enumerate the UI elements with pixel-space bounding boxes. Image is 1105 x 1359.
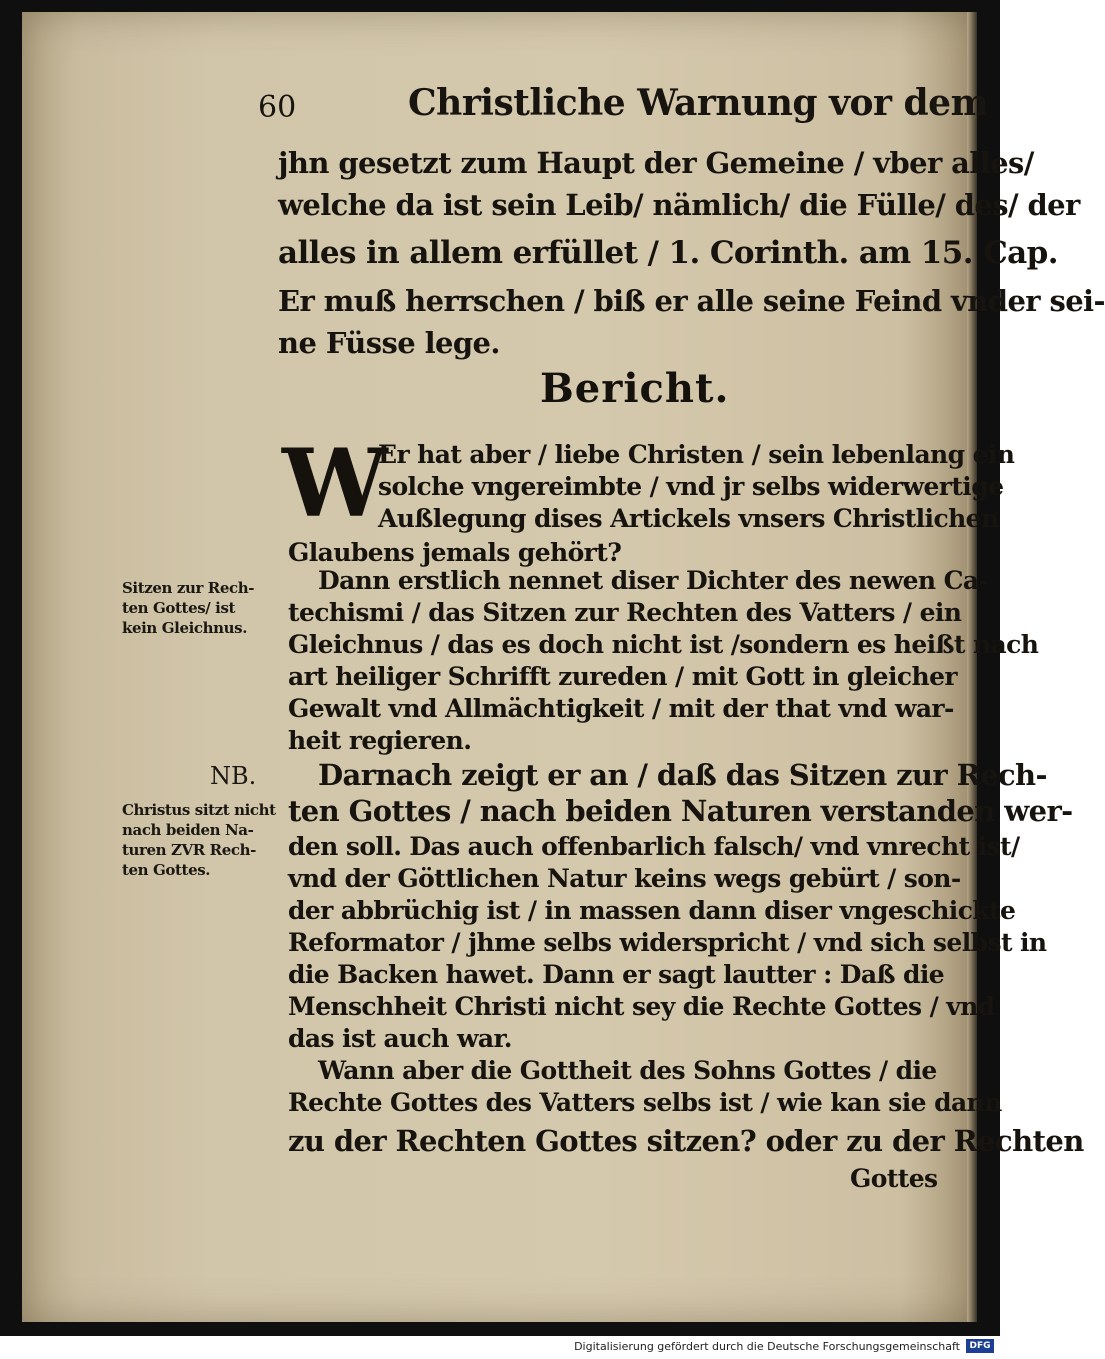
text-line: techismi / das Sitzen zur Rechten des Vatters / ein (288, 598, 962, 627)
text-line: das ist auch war. (288, 1024, 512, 1053)
section-heading: Bericht. (540, 365, 730, 412)
margin-note-line: Christus sitzt nicht (122, 801, 276, 819)
text-line: Darnach zeigt er an / daß das Sitzen zur Rech- (318, 758, 1047, 792)
text-line: Dann erstlich nennet diser Dichter des newen Ca- (318, 566, 989, 595)
text-line: Gewalt vnd Allmächtigkeit / mit der that vnd war- (288, 694, 954, 723)
dfg-logo: DFG (966, 1339, 994, 1353)
catchword: Gottes (850, 1164, 938, 1193)
page-number: 60 (258, 90, 297, 125)
text-line: der abbrüchig ist / in massen dann diser vngeschickte (288, 896, 1016, 925)
running-head-title: Christliche Warnung vor dem (408, 82, 989, 124)
running-head (258, 78, 989, 134)
text-line: welche da ist sein Leib/ nämlich/ die Fülle/ des/ der (278, 188, 1080, 222)
text-line: Menschheit Christi nicht sey die Rechte Gottes / vnd (288, 992, 995, 1021)
digitization-credit: Digitalisierung gefördert durch die Deutsche Forschungsgemeinschaft (574, 1340, 960, 1353)
text-line: den soll. Das auch offenbarlich falsch/ vnd vnrecht ist/ (288, 832, 1020, 861)
text-line: solche vngereimbte / vnd jr selbs widerwertige (378, 472, 1004, 501)
text-line: Rechte Gottes des Vatters selbs ist / wie kan sie dann (288, 1088, 1002, 1117)
text-line: vnd der Göttlichen Natur keins wegs gebürt / son- (288, 864, 961, 893)
text-line: alles in allem erfüllet / 1. Corinth. am 15. Cap. (278, 235, 1058, 271)
text-line: Er hat aber / liebe Christen / sein lebenlang ein (378, 440, 1015, 469)
decorated-initial: W (282, 429, 388, 539)
text-line: Wann aber die Gottheit des Sohns Gottes / die (318, 1056, 937, 1085)
margin-note-line: ten Gottes. (122, 861, 211, 879)
text-line: die Backen hawet. Dann er sagt lautter : Daß die (288, 960, 945, 989)
margin-note-2 (122, 800, 276, 880)
margin-note-1 (122, 578, 254, 638)
text-line: Außlegung dises Artickels vnsers Christlichen (378, 504, 999, 533)
margin-note-line: turen ZVR Rech- (122, 841, 256, 859)
text-line: jhn gesetzt zum Haupt der Gemeine / vber alles/ (278, 146, 1034, 180)
margin-note-line: Sitzen zur Rech- (122, 579, 255, 597)
margin-note-line: ten Gottes/ ist (122, 599, 236, 617)
text-line: heit regieren. (288, 726, 472, 755)
text-line: art heiliger Schrifft zureden / mit Gott in gleicher (288, 662, 957, 691)
margin-note-line: nach beiden Na- (122, 821, 254, 839)
text-line: Glaubens jemals gehört? (288, 538, 622, 567)
text-line: Gleichnus / das es doch nicht ist /sondern es heißt nach (288, 630, 1039, 659)
text-line: Er muß herrschen / biß er alle seine Feind vnder sei- (278, 284, 1105, 318)
text-line: Reformator / jhme selbs widerspricht / vnd sich selbst in (288, 928, 1047, 957)
text-line: zu der Rechten Gottes sitzen? oder zu der Rechten (288, 1124, 1084, 1158)
text-line: ten Gottes / nach beiden Naturen verstanden wer- (288, 794, 1073, 828)
margin-note-line: kein Gleichnus. (122, 619, 248, 637)
margin-nb: NB. (210, 762, 257, 790)
text-line: ne Füsse lege. (278, 326, 500, 360)
